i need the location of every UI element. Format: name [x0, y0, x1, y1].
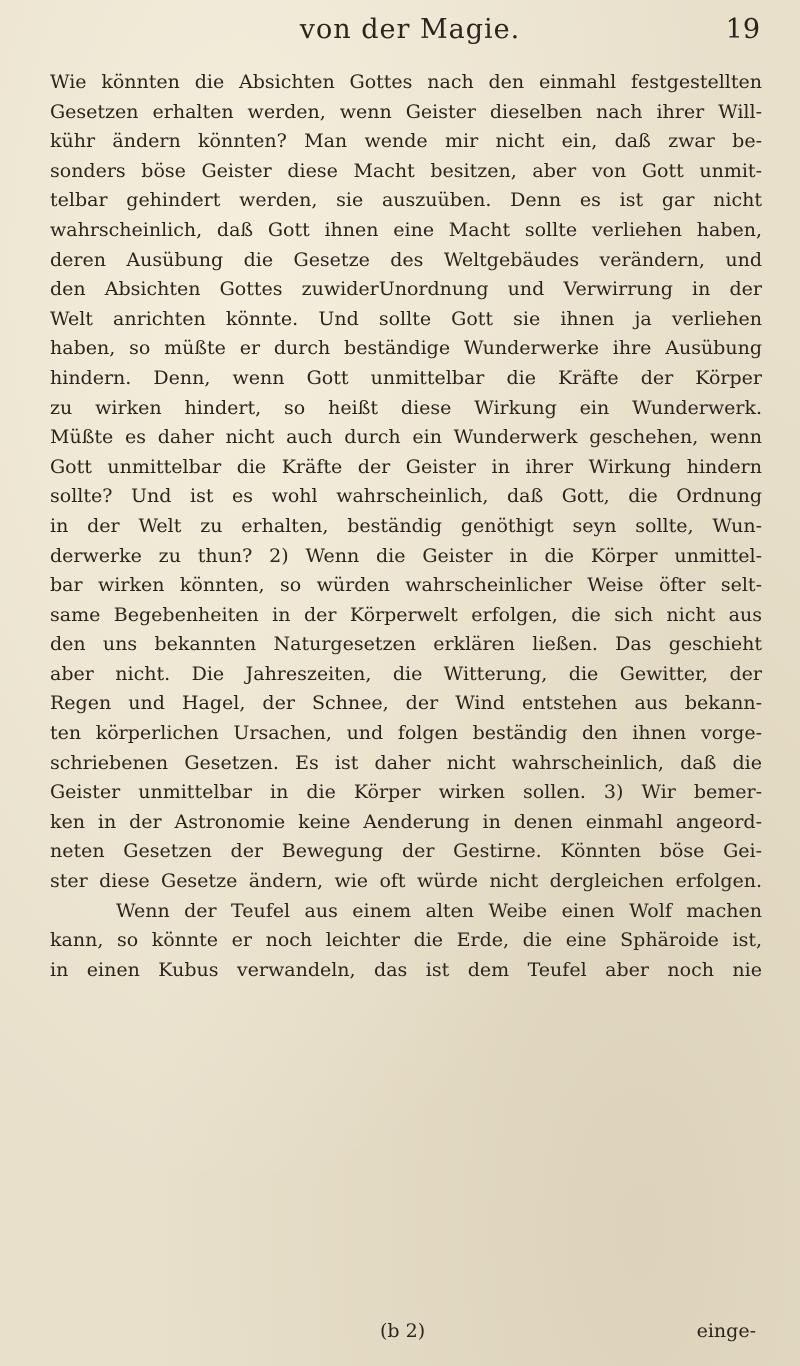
- signature-mark: (b 2): [380, 1320, 426, 1342]
- text-line: wahrscheinlich, daß Gott ihnen eine Macht sollte verliehen haben,: [50, 218, 762, 241]
- text-line: Welt anrichten könnte. Und sollte Gott sie ihnen ja verliehen: [50, 307, 762, 330]
- text-line: telbar gehindert werden, sie auszuüben. Denn es ist gar nicht: [50, 189, 762, 212]
- text-line: sollte? Und ist es wohl wahrscheinlich, daß Gott, die Ordnung: [50, 485, 762, 508]
- text-line: Wenn der Teufel aus einem alten Weibe einen Wolf machen: [116, 899, 762, 922]
- text-line: zu wirken hindert, so heißt diese Wirkung ein Wunderwerk.: [50, 396, 762, 419]
- text-line: haben, so müßte er durch beständige Wunderwerke ihre Ausübung: [50, 337, 762, 360]
- text-line: derwerke zu thun? 2) Wenn die Geister in die Körper unmittel-: [50, 544, 762, 567]
- text-line: in der Welt zu erhalten, beständig genöthigt seyn sollte, Wun-: [50, 514, 762, 537]
- text-line: Müßte es daher nicht auch durch ein Wunderwerk geschehen, wenn: [50, 426, 762, 449]
- text-line: sonders böse Geister diese Macht besitzen, aber von Gott unmit-: [50, 159, 762, 182]
- text-line: Gott unmittelbar die Kräfte der Geister in ihrer Wirkung hindern: [50, 455, 762, 478]
- text-line: neten Gesetzen der Bewegung der Gestirne. Könnten böse Gei-: [50, 840, 762, 863]
- page-footer: [50, 1318, 762, 1350]
- page-number: 19: [725, 14, 760, 45]
- text-line: schriebenen Gesetzen. Es ist daher nicht wahrscheinlich, daß die: [50, 751, 762, 774]
- text-line: same Begebenheiten in der Körperwelt erfolgen, die sich nicht aus: [50, 603, 762, 626]
- text-line: kühr ändern könnten? Man wende mir nicht ein, daß zwar be-: [50, 130, 762, 153]
- page-header: [60, 10, 760, 54]
- body-text: [50, 68, 762, 985]
- text-line: hindern. Denn, wenn Gott unmittelbar die Kräfte der Körper: [50, 366, 762, 389]
- text-line: Gesetzen erhalten werden, wenn Geister dieselben nach ihrer Will-: [50, 100, 762, 123]
- text-line: ster diese Gesetze ändern, wie oft würde nicht dergleichen erfolgen.: [50, 870, 762, 893]
- text-line: Geister unmittelbar in die Körper wirken sollen. 3) Wir bemer-: [50, 781, 762, 804]
- text-line: bar wirken könnten, so würden wahrscheinlicher Weise öfter selt-: [50, 574, 762, 597]
- text-line: ken in der Astronomie keine Aenderung in denen einmahl angeord-: [50, 810, 762, 833]
- text-line: deren Ausübung die Gesetze des Weltgebäudes verändern, und: [50, 248, 762, 271]
- text-line: ten körperlichen Ursachen, und folgen beständig den ihnen vorge-: [50, 722, 762, 745]
- text-line: in einen Kubus verwandeln, das ist dem Teufel aber noch nie: [50, 958, 762, 981]
- text-line: Wie könnten die Absichten Gottes nach den einmahl festgestellten: [50, 71, 762, 93]
- text-line: kann, so könnte er noch leichter die Erde, die eine Sphäroide ist,: [50, 929, 762, 952]
- text-line: den Absichten Gottes zuwiderUnordnung und Verwirrung in der: [50, 278, 762, 301]
- text-line: Regen und Hagel, der Schnee, der Wind entstehen aus bekann-: [50, 692, 762, 715]
- running-head: von der Magie.: [299, 14, 521, 45]
- text-line: aber nicht. Die Jahreszeiten, die Witterung, die Gewitter, der: [50, 662, 762, 685]
- text-line: den uns bekannten Naturgesetzen erklären ließen. Das geschieht: [50, 633, 762, 656]
- catchword: einge-: [696, 1320, 756, 1342]
